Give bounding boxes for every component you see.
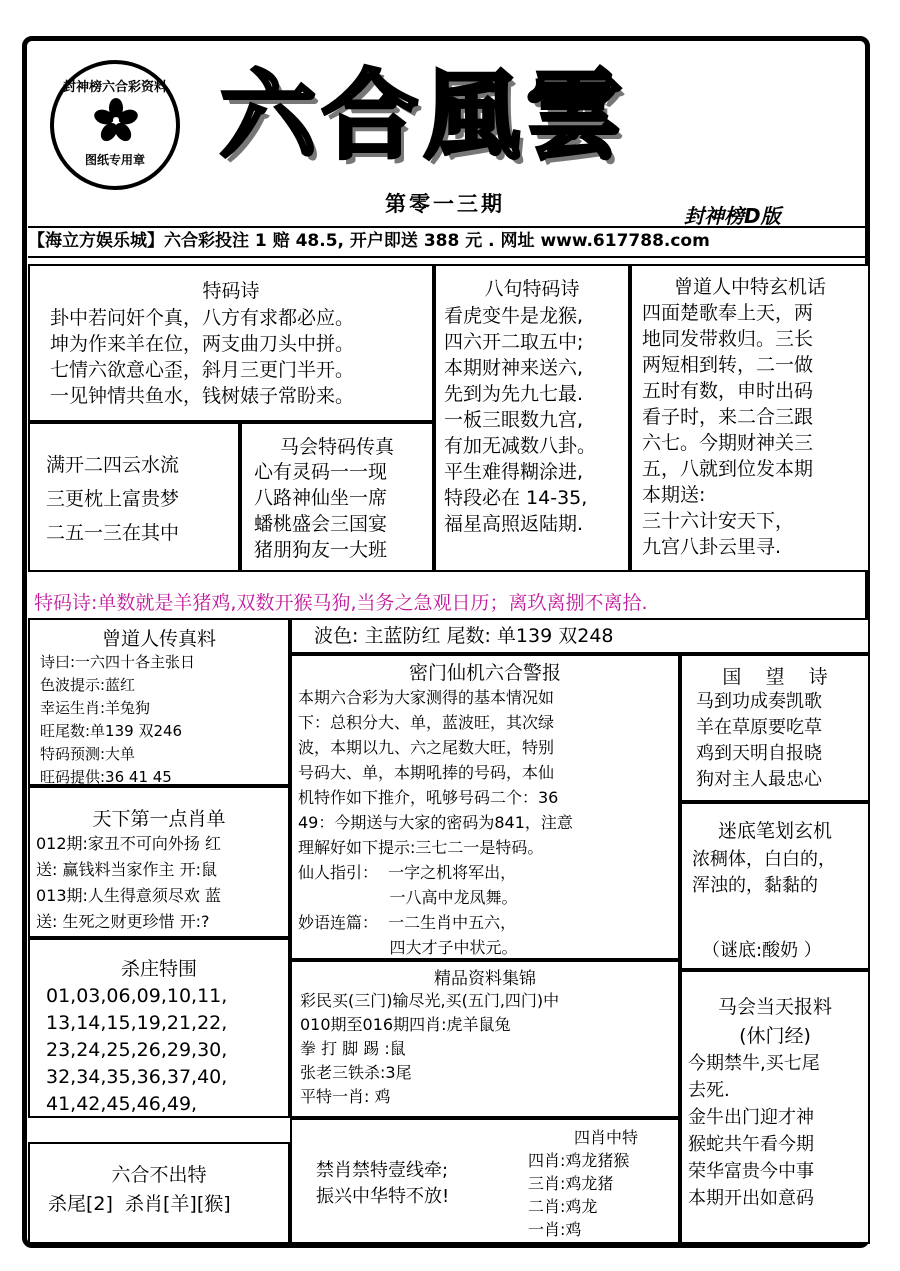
eight-line: 本期财神来送六, (444, 357, 584, 379)
mahui-line: 心有灵码一一现 (254, 461, 388, 483)
mahui-day-box (680, 970, 870, 1244)
kill-line: 41,42,45,46,49, (46, 1093, 198, 1115)
mahui-line: 蟠桃盛会三国宴 (254, 513, 388, 535)
secret-line: 49：今期送与大家的密码为841，注意 (298, 813, 573, 832)
kill-box (28, 938, 290, 1118)
secret-line: 理解好如下提示:三七二一是特码。 (298, 838, 544, 857)
mahui-day-line: 去死. (688, 1080, 730, 1101)
guowang-title: 国 望 诗 (722, 666, 828, 688)
edition-label: 封神榜D版 (684, 204, 781, 228)
eight-line: 先到为先九七最. (444, 383, 584, 405)
poem-line: 七情六欲意心歪，斜月三更门半开。 (50, 359, 355, 381)
mahui-line: 猪朋狗友一大班 (254, 539, 388, 561)
first-pick-line: 送: 赢钱料当家作主 开:鼠 (36, 860, 217, 879)
secret-line: 四大才子中状元。 (298, 938, 518, 957)
riddle-answer: （谜底:酸奶 ） (702, 940, 822, 961)
four-title: 四肖中特 (574, 1128, 639, 1147)
zeng-line: 五，八就到位发本期 (642, 458, 814, 480)
bauhinia-flower-icon (94, 98, 138, 142)
wave-box (290, 618, 870, 654)
kill-line: 32,34,35,36,37,40, (46, 1066, 228, 1088)
secret-line: 一八高中龙凤舞。 (298, 888, 518, 907)
secret-line: 下：总积分大、单，蓝波旺，其次绿 (298, 713, 555, 732)
eight-line: 看虎变牛是龙猴, (444, 305, 584, 327)
mahui-day-line: 猴蛇共午看今期 (688, 1134, 814, 1155)
jingpin-title: 精品资料集锦 (434, 969, 536, 989)
zeng-line: 四面楚歌奉上天，两 (642, 302, 814, 324)
mahui-day-line: 金牛出门迎才神 (688, 1107, 814, 1128)
guowang-line: 羊在草原要吃草 (696, 717, 822, 738)
first-pick-box (28, 786, 290, 938)
zeng-line: 两短相到转，二一做 (642, 354, 814, 376)
four-line: 四肖:鸡龙猪猴 (528, 1151, 630, 1170)
not-out-box (28, 1142, 290, 1244)
guowang-line: 狗对主人最忠心 (696, 769, 822, 790)
ban-line: 禁肖禁特壹线牵; (316, 1160, 449, 1181)
zeng-line: 地同发带救归。三长 (642, 328, 814, 350)
zeng-line: 六七。今期财神关三 (642, 432, 814, 454)
mahui-title: 马会特码传真 (279, 436, 394, 458)
seal-text: 封神榜六合彩资料 (62, 80, 167, 95)
first-pick-title: 天下第一点肖单 (92, 808, 226, 830)
poem-line: 一见钟情共鱼水，钱树婊子常盼来。 (50, 385, 355, 407)
mahui-line: 八路神仙坐一席 (254, 487, 388, 509)
masthead-title: 六合風雲 (220, 59, 628, 172)
secret-title: 密门仙机六合警报 (408, 662, 561, 684)
mahui-day-line: 本期开出如意码 (688, 1188, 814, 1209)
first-pick-line: 012期:家丑不可向外扬 红 (36, 834, 222, 853)
ad-text: 【海立方娱乐城】六合彩投注 1 赔 48.5, 开户即送 388 元 . 网址 www.617788.com (28, 231, 710, 251)
not-out-title: 六合不出特 (111, 1164, 207, 1186)
zeng-title: 曾道人中特玄机话 (673, 276, 826, 298)
mahui-day-subtitle: (休门经) (739, 1025, 811, 1047)
secret-line: 本期六合彩为大家测得的基本情况如 (298, 688, 555, 707)
riddle-line: 浑浊的，黏黏的 (692, 875, 818, 896)
secret-line: 波，本期以九、六之尾数大旺，特别 (298, 738, 555, 757)
mahui-box (240, 422, 434, 572)
zeng-fax-line: 诗曰:一六四十各主张日 (40, 653, 196, 671)
eight-lines-title: 八句特码诗 (484, 278, 580, 300)
eight-line: 有加无减数八卦。 (444, 435, 597, 457)
mahui-day-title: 马会当天报料 (717, 996, 832, 1018)
guowang-box (680, 654, 870, 802)
zeng-fax-title: 曾道人传真料 (101, 628, 216, 650)
poem-line: 卦中若问奸个真，八方有求都必应。 (50, 307, 355, 329)
seal-stamp (50, 60, 180, 190)
zeng-fax-line: 特码预测:大单 (40, 745, 136, 763)
secret-line: 仙人指引： 一字之机将军出， (298, 863, 517, 882)
jingpin-line: 拳 打 脚 踢 :鼠 (300, 1039, 406, 1058)
eight-line: 一板三眼数九宫, (444, 409, 584, 431)
pink-poem-line: 特码诗:单数就是羊猪鸡,双数开猴马狗,当务之急观日历；离玖离捌不离拾. (34, 592, 648, 614)
eight-line: 平生难得糊涂进, (444, 461, 584, 483)
eight-line: 特段必在 14-35, (444, 487, 588, 509)
zeng-line: 三十六计安天下， (642, 510, 795, 532)
four-line: 二肖:鸡龙 (528, 1197, 598, 1216)
poem-line: 坤为作来羊在位，两支曲刀头中拼。 (50, 333, 355, 355)
poem-box (28, 264, 434, 422)
zeng-fax-line: 色波提示:蓝红 (40, 676, 136, 694)
zeng-line: 本期送: (642, 484, 706, 506)
guowang-line: 鸡到天明自报晓 (696, 743, 822, 764)
riddle-box (680, 802, 870, 970)
jingpin-line: 平特一肖: 鸡 (300, 1087, 391, 1106)
secret-line: 号码大、单，本期吼捧的号码，本仙 (298, 763, 555, 782)
zeng-box (630, 264, 870, 572)
riddle-line: 浓稠体，白白的， (692, 849, 836, 870)
zeng-fax-line: 旺尾数:单139 双246 (40, 722, 183, 740)
flow-line: 三更枕上富贵梦 (46, 488, 180, 510)
flow-box (28, 422, 240, 572)
kill-line: 01,03,06,09,10,11, (46, 985, 228, 1007)
secret-box (290, 654, 680, 960)
secret-line: 妙语连篇： 一二生肖中五六， (298, 913, 517, 932)
four-line: 一肖:鸡 (528, 1220, 582, 1239)
ad-banner (28, 226, 866, 258)
riddle-title: 迷底笔划玄机 (717, 820, 832, 842)
zeng-fax-line: 幸运生肖:羊兔狗 (40, 699, 151, 717)
jingpin-line: 张老三铁杀:3尾 (300, 1063, 412, 1082)
not-out-line: 杀尾[2] 杀肖[羊][猴] (48, 1193, 231, 1215)
seal-foot: 图纸专用章 (84, 153, 145, 167)
zeng-line: 五时有数，申时出码 (642, 380, 814, 402)
secret-line: 机特作如下推介，吼够号码二个：36 (298, 788, 559, 807)
first-pick-line: 送: 生死之财更珍惜 开:? (36, 912, 210, 931)
zeng-line: 九宫八卦云里寻. (642, 536, 782, 558)
kill-line: 23,24,25,26,29,30, (46, 1039, 228, 1061)
poem-title: 特码诗 (202, 280, 260, 302)
four-line: 三肖:鸡龙猪 (528, 1174, 614, 1193)
mahui-day-line: 荣华富贵今中事 (688, 1161, 814, 1182)
kill-line: 13,14,15,19,21,22, (46, 1012, 228, 1034)
jingpin-line: 彩民买(三门)输尽光,买(五门,四门)中 (300, 991, 560, 1010)
eight-line: 福星高照返陆期. (444, 513, 584, 535)
eight-lines-box (434, 264, 630, 572)
ban-box (290, 1118, 680, 1244)
first-pick-line: 013期:人生得意须尽欢 蓝 (36, 886, 222, 905)
ban-line: 振兴中华特不放! (316, 1186, 450, 1207)
kill-title: 杀庄特围 (120, 958, 197, 980)
wave-line: 波色: 主蓝防红 尾数: 单139 双248 (314, 625, 614, 647)
eight-line: 四六开二取五中; (444, 331, 584, 353)
jingpin-box (290, 960, 680, 1118)
zeng-fax-line: 旺码提供:36 41 45 (40, 768, 172, 786)
flow-line: 二五一三在其中 (46, 522, 180, 544)
guowang-line: 马到功成奏凯歌 (696, 691, 822, 712)
flow-line: 满开二四云水流 (46, 454, 180, 476)
jingpin-line: 010期至016期四肖:虎羊鼠兔 (300, 1015, 511, 1034)
zeng-line: 看子时，来二合三跟 (642, 406, 814, 428)
mahui-day-line: 今期禁牛,买七尾 (688, 1053, 820, 1074)
zeng-fax-box (28, 618, 290, 786)
issue-number: 第零一三期 (385, 192, 505, 216)
